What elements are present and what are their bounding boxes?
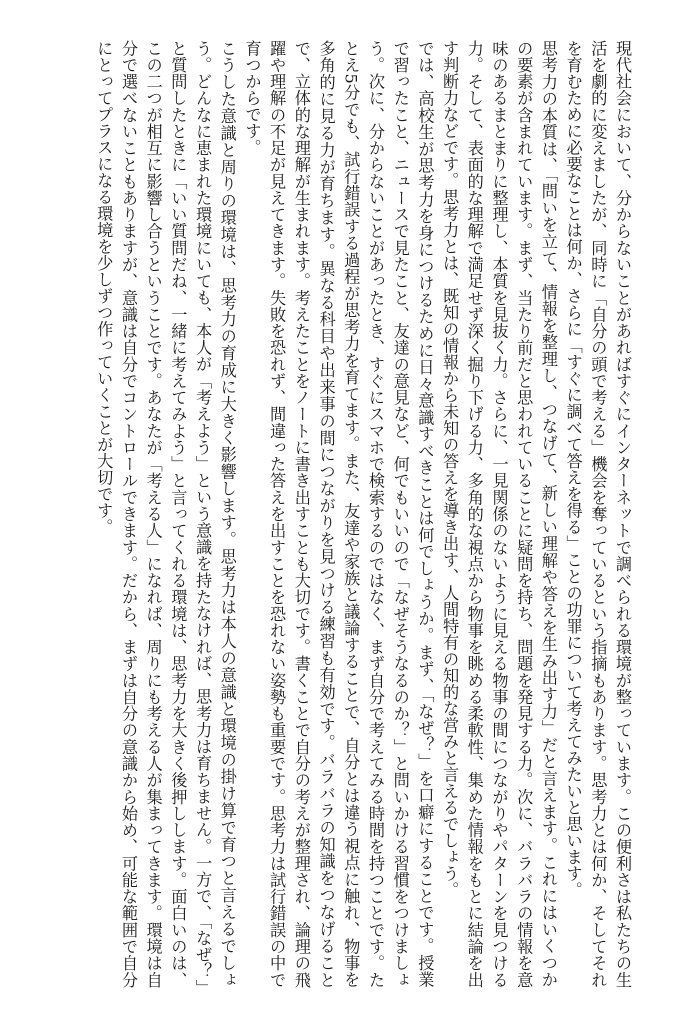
paragraph-essence-of-thinking: 思考力の本質は、「問いを立て、情報を整理し、つなげて、新しい理解や答えを生み出す力」だと言えます。これにはいくつかの要素が含まれています。まず、当たり前だと思われていることに疑問を持ち、問題を発見する力。次に、バラバラの情報を意味のあるまとまりに整理し、本質を見抜く力。さらに、一見関係のないように見える物事の間につながりやパターンを見つける力。そして、表面的な理解で満足せず深く掘り下げる力、多角的な視点から物事を眺める柔軟性、集めた情報をもとに結論を出す判断力などです。思考力とは、既知の情報から未知の答えを導き出す、人間特有の知的な営みと言えるでしょう。 (440, 40, 558, 988)
paragraph-daily-habits: では、高校生が思考力を身につけるために日々意識すべきことは何でしょうか。まず、「なぜ？」を口癖にすることです。授業で習ったこと、ニュースで見たこと、友達の意見など、何でもいいので「なぜそうなるのか？」と問いかける習慣をつけましょう。次に、分からないことがあったとき、すぐにスマホで検索するのではなく、まず自分で考えてみる時間を持つことです。たとえ5分でも、試行錯誤する過程が思考力を育てます。また、友達や家族と議論することで、自分とは違う視点に触れ、物事を多角的に見る力が育ちます。異なる科目や出来事の間につながりを見つける練習も有効です。バラバラの知識をつなげることで、立体的な理解が生まれます。考えたことをノートに書き出すことも大切です。書くことで自分の考えが整理され、論理の飛躍や理解の不足が見えてきます。失敗を恐れず、間違った答えを出すことを恐れない姿勢も重要です。思考力は試行錯誤の中で育つからです。 (242, 40, 435, 988)
paragraph-intro: 現代社会において、分からないことがあればすぐにインターネットで調べられる環境が整っています。この便利さは私たちの生活を劇的に変えましたが、同時に「自分の頭で考える」機会を奪っているという指摘もあります。思考力とは何か、そしてそれを育むために必要なことは何か、さらに「すぐに調べて答えを得る」ことの功罪について考えてみたいと思います。 (563, 40, 632, 988)
vertical-text-body (50, 40, 634, 988)
paragraph-environment: こうした意識と周りの環境は、思考力の育成に大きく影響します。思考力は本人の意識と環境の掛け算で育つと言えるでしょう。どんなに恵まれた環境にいても、本人が「考えよう」という意識を持たなければ、思考力は育ちません。一方で、「なぜ？」と質問したときに「いい質問だね、一緒に考えてみよう」と言ってくれる環境は、思考力を大きく後押しします。面白いのは、この二つが相互に影響し合うということです。あなたが「考える人」になれば、周りにも考える人が集まってきます。環境は自分で選べないこともありますが、意識は自分でコントロールできます。だから、まずは自分の意識から始め、可能な範囲で自分にとってプラスになる環境を少しずつ作っていくことが大切です。 (94, 40, 237, 988)
